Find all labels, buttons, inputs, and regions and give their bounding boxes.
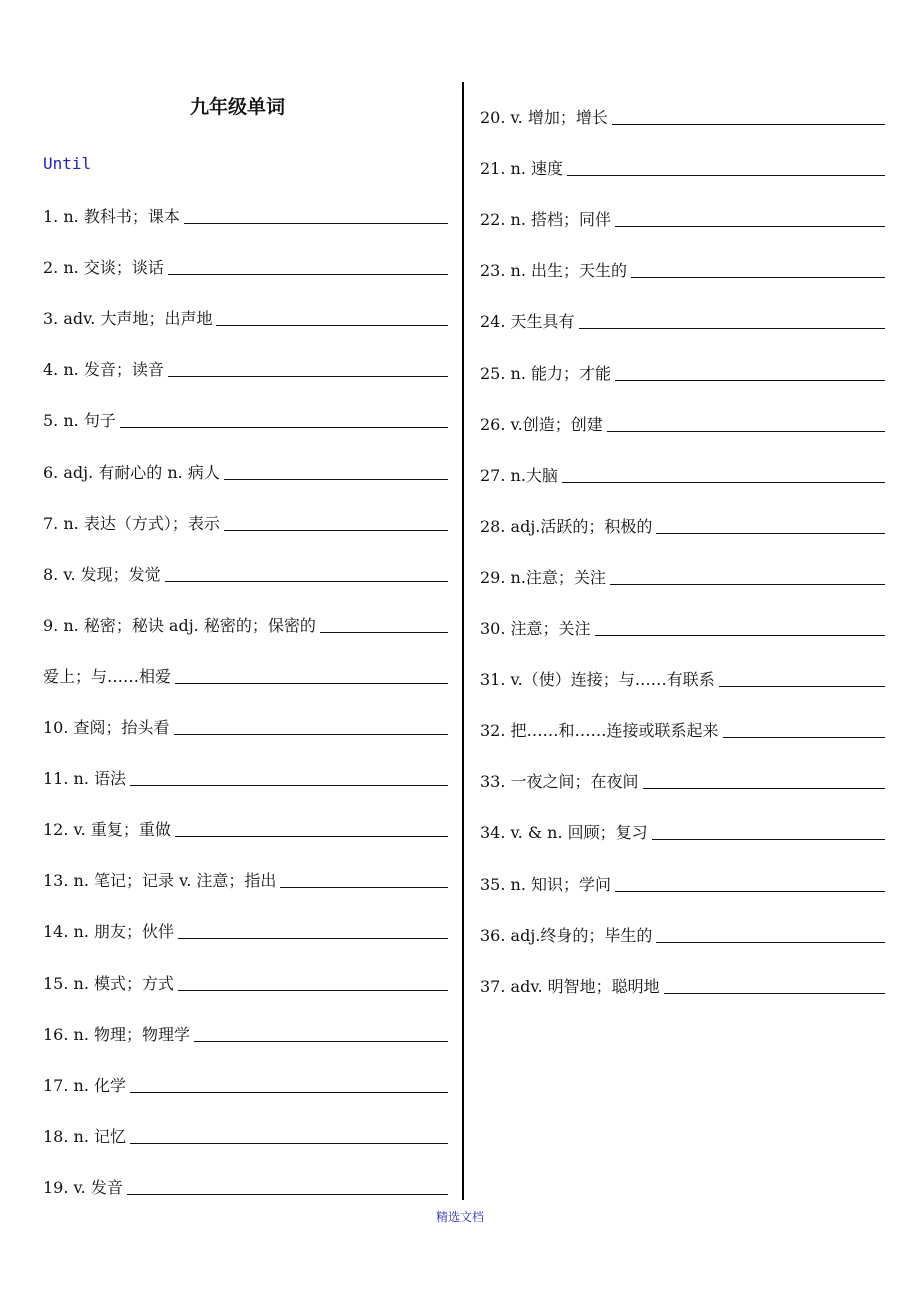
vocab-item: [43, 816, 448, 840]
answer-blank[interactable]: [168, 376, 448, 377]
footer-note: 精选文档: [435, 1210, 484, 1224]
vocab-item: [43, 561, 448, 585]
vocab-item: [480, 615, 885, 639]
vocab-item: [480, 768, 885, 792]
vocab-item: [480, 104, 885, 128]
vocab-item: [480, 666, 885, 690]
vocab-text: 34. v. & n. 回顾；复习: [480, 823, 648, 843]
vocab-text: 16. n. 物理；物理学: [43, 1024, 191, 1044]
vocab-text: 1. n. 教科书；课本: [43, 207, 180, 226]
vocab-item: [43, 867, 448, 891]
vocab-item: [480, 462, 885, 486]
vocab-text: 6. adj. 有耐心的 n. 病人: [43, 462, 220, 482]
answer-blank[interactable]: [610, 584, 885, 585]
vocab-item: [480, 206, 885, 230]
vocab-item: [43, 1174, 448, 1198]
answer-blank[interactable]: [174, 734, 448, 735]
vocab-text: 25. n. 能力；才能: [480, 363, 612, 383]
answer-blank[interactable]: [168, 274, 448, 275]
answer-blank[interactable]: [194, 1041, 448, 1042]
vocab-text: 3. adv. 大声地；出声地: [43, 309, 213, 329]
answer-blank[interactable]: [615, 380, 885, 381]
vocab-text: 31. v.（使）连接；与……有联系: [480, 670, 715, 690]
answer-blank[interactable]: [130, 1092, 448, 1093]
vocab-item: [43, 510, 448, 534]
vocab-text: 19. v. 发音: [43, 1177, 123, 1197]
vocab-text: 24. 天生具有: [480, 312, 575, 332]
vocab-item: [43, 1021, 448, 1045]
vocab-text: 20. v. 增加；增长: [480, 108, 608, 127]
vocab-text: 29. n.注意；关注: [480, 567, 606, 587]
vocab-item: [480, 564, 885, 588]
vocab-text: 9. n. 秘密；秘诀 adj. 秘密的；保密的: [43, 615, 316, 635]
vocab-text: 21. n. 速度: [480, 159, 564, 179]
vocab-text: 27. n.大脑: [480, 465, 558, 485]
page-title: 九年级单词: [190, 96, 286, 118]
vocab-text: 17. n. 化学: [43, 1075, 127, 1095]
vocab-text: 18. n. 记忆: [43, 1126, 127, 1146]
answer-blank[interactable]: [175, 683, 448, 684]
vocab-text: 爱上；与……相爱: [43, 666, 172, 686]
vocab-text: 13. n. 笔记；记录 v. 注意；指出: [43, 871, 277, 891]
answer-blank[interactable]: [612, 124, 885, 125]
vocab-text: 37. adv. 明智地；聪明地: [480, 976, 660, 996]
column-divider: [462, 82, 464, 1200]
vocab-text: 33. 一夜之间；在夜间: [480, 772, 639, 792]
vocab-text: 32. 把……和……连接或联系起来: [480, 721, 719, 741]
answer-blank[interactable]: [595, 635, 885, 636]
answer-blank[interactable]: [184, 223, 448, 224]
answer-blank[interactable]: [165, 581, 448, 582]
answer-blank[interactable]: [656, 533, 885, 534]
vocab-item: [480, 819, 885, 843]
answer-blank[interactable]: [216, 325, 448, 326]
vocab-item: [43, 407, 448, 431]
answer-blank[interactable]: [607, 431, 885, 432]
vocab-text: 10. 查阅；抬头看: [43, 718, 170, 737]
vocab-item: [43, 612, 448, 636]
answer-blank[interactable]: [320, 632, 448, 633]
vocab-item: [43, 203, 448, 227]
answer-blank[interactable]: [562, 482, 885, 483]
answer-blank[interactable]: [643, 788, 885, 789]
answer-blank[interactable]: [224, 479, 448, 480]
answer-blank[interactable]: [130, 785, 448, 786]
vocab-text: 5. n. 句子: [43, 411, 116, 431]
vocab-item: [480, 360, 885, 384]
vocab-text: 35. n. 知识；学问: [480, 874, 612, 894]
vocab-item: [43, 970, 448, 994]
vocab-text: 11. n. 语法: [43, 769, 127, 789]
vocab-item: [480, 973, 885, 997]
vocab-item: [43, 663, 448, 687]
answer-blank[interactable]: [130, 1143, 448, 1144]
answer-blank[interactable]: [656, 942, 885, 943]
vocab-text: 22. n. 搭档；同伴: [480, 210, 612, 230]
vocab-text: 7. n. 表达（方式）；表示: [43, 513, 220, 533]
answer-blank[interactable]: [280, 887, 448, 888]
answer-blank[interactable]: [719, 686, 885, 687]
vocab-text: 23. n. 出生；天生的: [480, 261, 628, 281]
vocab-item: [43, 459, 448, 483]
vocab-text: 36. adj.终身的；毕生的: [480, 925, 653, 945]
vocab-item: [480, 257, 885, 281]
vocab-text: 26. v.创造；创建: [480, 414, 603, 434]
vocab-item: [480, 155, 885, 179]
vocab-item: [43, 254, 448, 278]
vocab-text: 15. n. 模式；方式: [43, 973, 175, 993]
answer-blank[interactable]: [615, 226, 885, 227]
answer-blank[interactable]: [120, 427, 448, 428]
answer-blank[interactable]: [567, 175, 885, 176]
vocab-text: 28. adj.活跃的；积极的: [480, 516, 653, 536]
vocab-text: 12. v. 重复；重做: [43, 820, 171, 840]
vocab-item: [43, 1123, 448, 1147]
vocab-item: [43, 1072, 448, 1096]
vocab-item: [480, 308, 885, 332]
vocab-item: [480, 922, 885, 946]
vocab-text: 30. 注意；关注: [480, 619, 591, 638]
answer-blank[interactable]: [723, 737, 885, 738]
vocab-item: [43, 305, 448, 329]
answer-blank[interactable]: [615, 891, 885, 892]
vocab-text: 2. n. 交谈；谈话: [43, 258, 164, 278]
vocab-item: [43, 918, 448, 942]
answer-blank[interactable]: [127, 1194, 448, 1195]
vocab-text: 14. n. 朋友；伙伴: [43, 922, 175, 942]
vocab-item: [480, 717, 885, 741]
vocab-item: [480, 411, 885, 435]
answer-blank[interactable]: [652, 839, 885, 840]
vocab-text: 4. n. 发音；读音: [43, 360, 164, 380]
vocab-item: [43, 765, 448, 789]
vocab-item: [480, 871, 885, 895]
vocab-item: [43, 714, 448, 738]
answer-blank[interactable]: [579, 328, 885, 329]
unit-heading: Until: [43, 154, 92, 173]
answer-blank[interactable]: [224, 530, 448, 531]
vocab-text: 8. v. 发现；发觉: [43, 564, 161, 584]
vocab-item: [480, 513, 885, 537]
answer-blank[interactable]: [175, 836, 448, 837]
vocab-item: [43, 356, 448, 380]
answer-blank[interactable]: [631, 277, 885, 278]
answer-blank[interactable]: [664, 993, 885, 994]
answer-blank[interactable]: [178, 990, 448, 991]
answer-blank[interactable]: [178, 938, 448, 939]
